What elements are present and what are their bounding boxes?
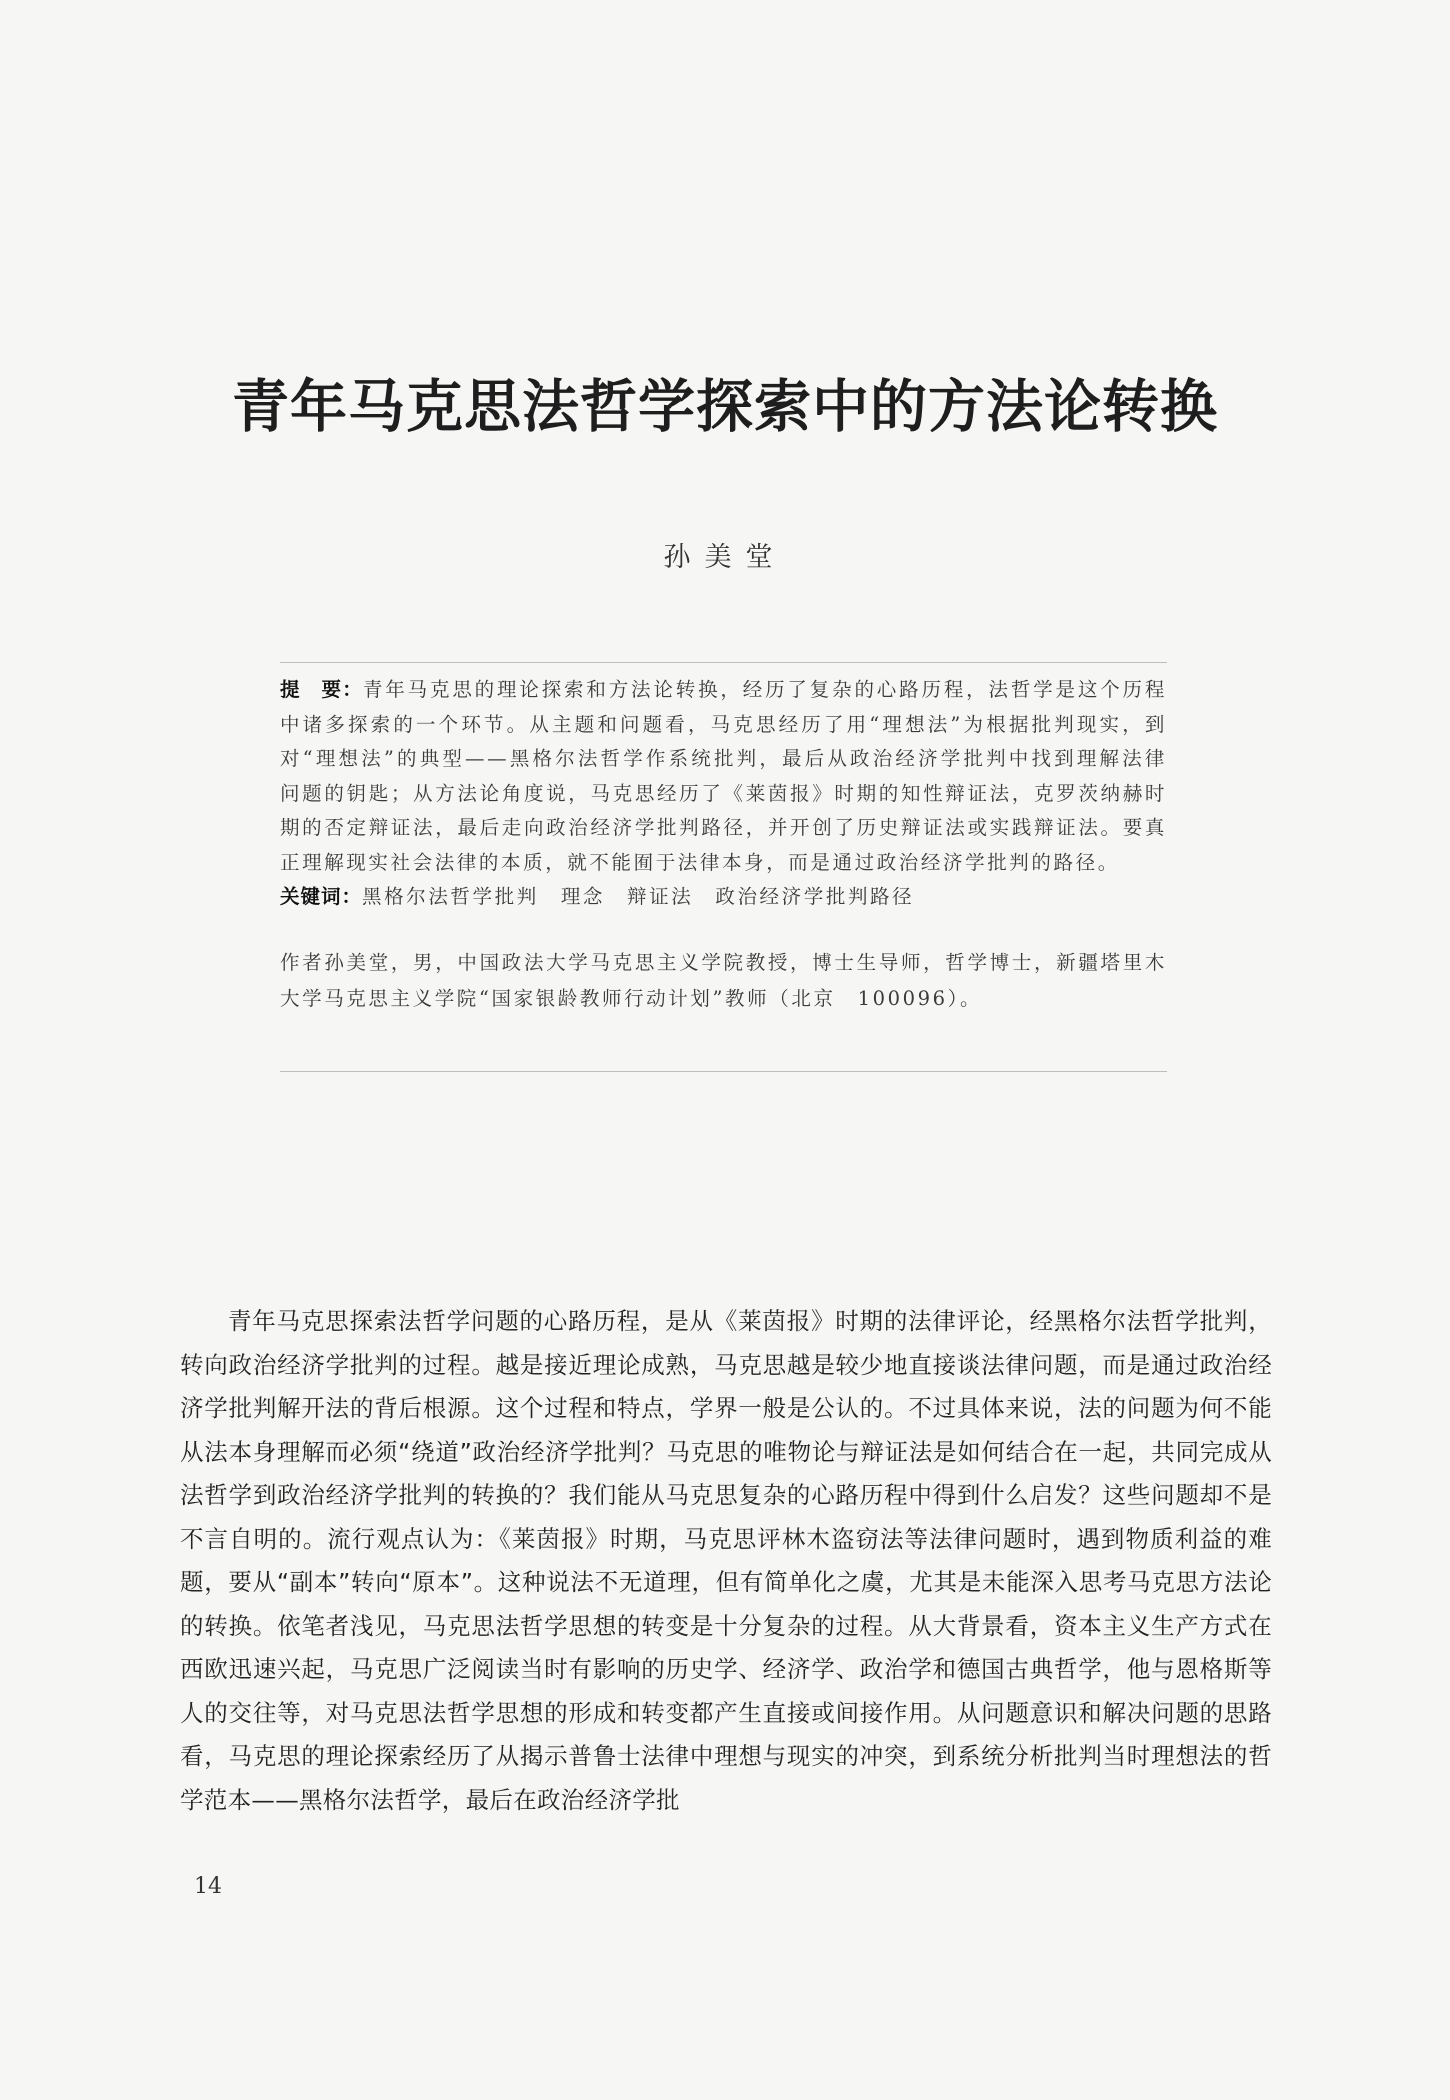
page-number: 14 [194,1874,222,1899]
keyword: 黑格尔法哲学批判 [362,885,539,908]
keyword: 政治经济学批判路径 [715,885,915,908]
abstract-box [280,662,1167,1072]
author-name: 孙美堂 [663,542,787,573]
abstract-text: 青年马克思的理论探索和方法论转换，经历了复杂的心路历程，法哲学是这个历程中诸多探索的一个环节。从主题和问题看，马克思经历了用“理想法”为根据批判现实，到对“理想法”的典型——黑格尔法哲学作系统批判，最后从政治经济学批判中找到理解法律问题的钥匙；从方法论角度说，马克思经历了《莱茵报》时期的知性辩证法，克罗茨纳赫时期的否定辩证法，最后走向政治经济学批判路径，并开创了历史辩证法或实践辩证法。要真正理解现实社会法律的本质，就不能囿于法律本身，而是通过政治经济学批判的路径。 [280,678,1167,874]
keyword: 辩证法 [627,885,694,908]
keyword: 理念 [560,885,606,908]
keywords-label: 关键词： [280,885,363,908]
abstract [280,673,1167,880]
author-note: 作者孙美堂，男，中国政法大学马克思主义学院教授，博士生导师，哲学博士，新疆塔里木大学马克思主义学院“国家银龄教师行动计划”教师（北京 100096）。 [280,950,1167,1010]
abstract-label: 提 要： [280,678,363,701]
body-paragraph: 青年马克思探索法哲学问题的心路历程，是从《莱茵报》时期的法律评论，经黑格尔法哲学批判，转向政治经济学批判的过程。越是接近理论成熟，马克思越是较少地直接谈法律问题，而是通过政治经济学批判解开法的背后根源。这个过程和特点，学界一般是公认的。不过具体来说，法的问题为何不能从法本身理解而必须“绕道”政治经济学批判？马克思的唯物论与辩证法是如何结合在一起，共同完成从法哲学到政治经济学批判的转换的？我们能从马克思复杂的心路历程中得到什么启发？这些问题却不是不言自明的。流行观点认为：《莱茵报》时期，马克思评林木盗窃法等法律问题时，遇到物质利益的难题，要从“副本”转向“原本”。这种说法不无道理，但有简单化之虞，尤其是未能深入思考马克思方法论的转换。依笔者浅见，马克思法哲学思想的转变是十分复杂的过程。从大背景看，资本主义生产方式在西欧迅速兴起，马克思广泛阅读当时有影响的历史学、经济学、政治学和德国古典哲学，他与恩格斯等人的交往等，对马克思法哲学思想的形成和转变都产生直接或间接作用。从问题意识和解决问题的思路看，马克思的理论探索经历了从揭示普鲁士法律中理想与现实的冲突，到系统分析批判当时理想法的哲学范本——黑格尔法哲学，最后在政治经济学批 [180,1307,1272,1814]
keywords [280,880,1167,915]
page-title: 青年马克思法哲学探索中的方法论转换 [232,374,1218,440]
